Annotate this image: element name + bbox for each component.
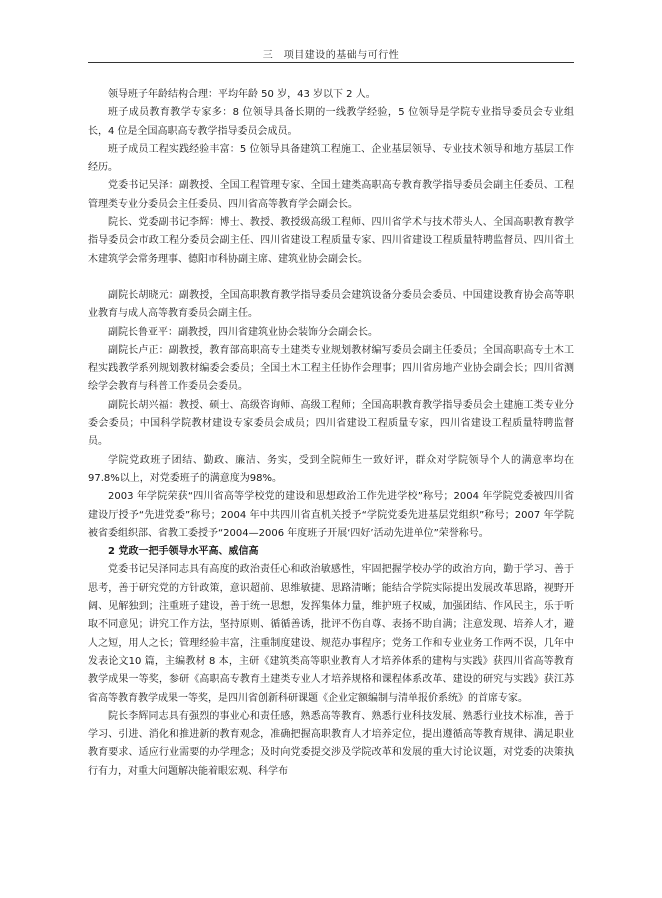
header-rule	[88, 62, 574, 63]
paragraph: 2003 年学院荣获“四川省高等学校党的建设和思想政治工作先进学校”称号；2004 年学院党委被四川省建设厅授予“先进党委”称号；2004 年中共四川省直机关授予“学院党委先进基层党组织”称号；2007 年学院被省委组织部、省教工委授予“2004—2006 年度班子开展‘四好’活动先进单位”荣誉称号。	[88, 491, 574, 539]
paragraph: 党委书记吴泽同志具有高度的政治责任心和政治敏感性，牢固把握学校办学的政治方向，勤于学习、善于思考，善于研究党的方针政策，意识超前、思维敏捷、思路清晰；能结合学院实际提出发展改革思路，视野开阔、见解独到；注重班子建设，善于统一思想，发挥集体力量，维护班子权威，加强团结、作风民主，乐于听取不同意见；讲究工作方法，坚持原则、循循善诱，批评不伤自尊、表扬不助自满；注意发现、培养人才，避人之短，用人之长；管理经验丰富，注重制度建设、规范办事程序；党务工作和专业业务工作两不误，几年中发表论文10 篇，主编教材 8 本，主研《建筑类高等职业教育人才培养体系的建构与实践》获四川省高等教育教学成果一等奖，参研《高职高专教育土建类专业人才培养规格和课程体系改革、建设的研究与实践》获江苏省高等教育教学成果一等奖，是四川省创新科研课题《企业定额编制与清单报价系统》的首席专家。	[88, 564, 574, 704]
running-header: 三 项目建设的基础与可行性	[262, 50, 400, 61]
paragraph: 班子成员工程实践经验丰富：5 位领导具备建筑工程施工、企业基层领导、专业技术领导和地方基层工作经历。	[88, 143, 574, 174]
paragraph: 副院长胡兴福：教授、硕士、高级咨询师、高级工程师；全国高职教育教学指导委员会土建施工类专业分委会委员；中国科学院教材建设专家委员会成员；四川省建设工程质量专家，四川省建设工程质量特聘监督员。	[88, 399, 574, 448]
paragraph: 院长李辉同志具有强烈的事业心和责任感，熟悉高等教育、熟悉行业科技发展、熟悉行业技术标准，善于学习、引进、消化和推进新的教育观念，准确把握高职教育人才培养定位，提出遵循高等教育规律、满足职业教育要求、适应行业需要的办学理念；及时向党委提交涉及学院改革和发展的重大讨论议题，对党委的决策执行有力，对重大问题解决能着眼宏观、科学布	[88, 710, 574, 777]
body-text	[88, 86, 574, 781]
paragraph: 学院党政班子团结、勤政、廉洁、务实，受到全院师生一致好评，群众对学院领导个人的满意率均在97.8%以上，对党委班子的满意度为98%。	[88, 454, 574, 484]
section-subheading: 2 党政一把手领导水平高、威信高	[108, 546, 259, 558]
paragraph: 副院长胡晓元：副教授，全国高职教育教学指导委员会建筑设备分委员会委员、中国建设教育协会高等职业教育与成人高等教育委员会副主任。	[88, 289, 574, 320]
paragraph: 党委书记吴泽：副教授、全国工程管理专家、全国土建类高职高专教育教学指导委员会副主任委员、工程管理类专业分委员会主任委员、四川省高等教育学会副会长。	[88, 180, 574, 210]
paragraph: 领导班子年龄结构合理：平均年龄 50 岁，43 岁以下 2 人。	[108, 89, 376, 100]
paragraph: 院长、党委副书记李辉：博士、教授、教授级高级工程师、四川省学术与技术带头人、全国高职教育教学指导委员会市政工程分委员会副主任、四川省建设工程质量专家、四川省建设工程质量特聘监督员、四川省土木建筑学会常务理事、德阳市科协副主席、建筑业协会副会长。	[88, 217, 574, 265]
paragraph: 副院长卢正：副教授，教育部高职高专土建类专业规划教材编写委员会副主任委员；全国高职高专土木工程实践教学系列规划教材编委会委员；全国土木工程主任协作会理事；四川省房地产业协会副会长；四川省测绘学会教育与科普工作委员会委员。	[88, 344, 574, 393]
paragraph: 副院长鲁亚平：副教授，四川省建筑业协会装饰分会副会长。	[108, 326, 378, 338]
paragraph: 班子成员教育教学专家多：8 位领导具备长期的一线教学经验，5 位领导是学院专业指导委员会专业组长，4 位是全国高职高专教学指导委员会成员。	[88, 107, 574, 137]
